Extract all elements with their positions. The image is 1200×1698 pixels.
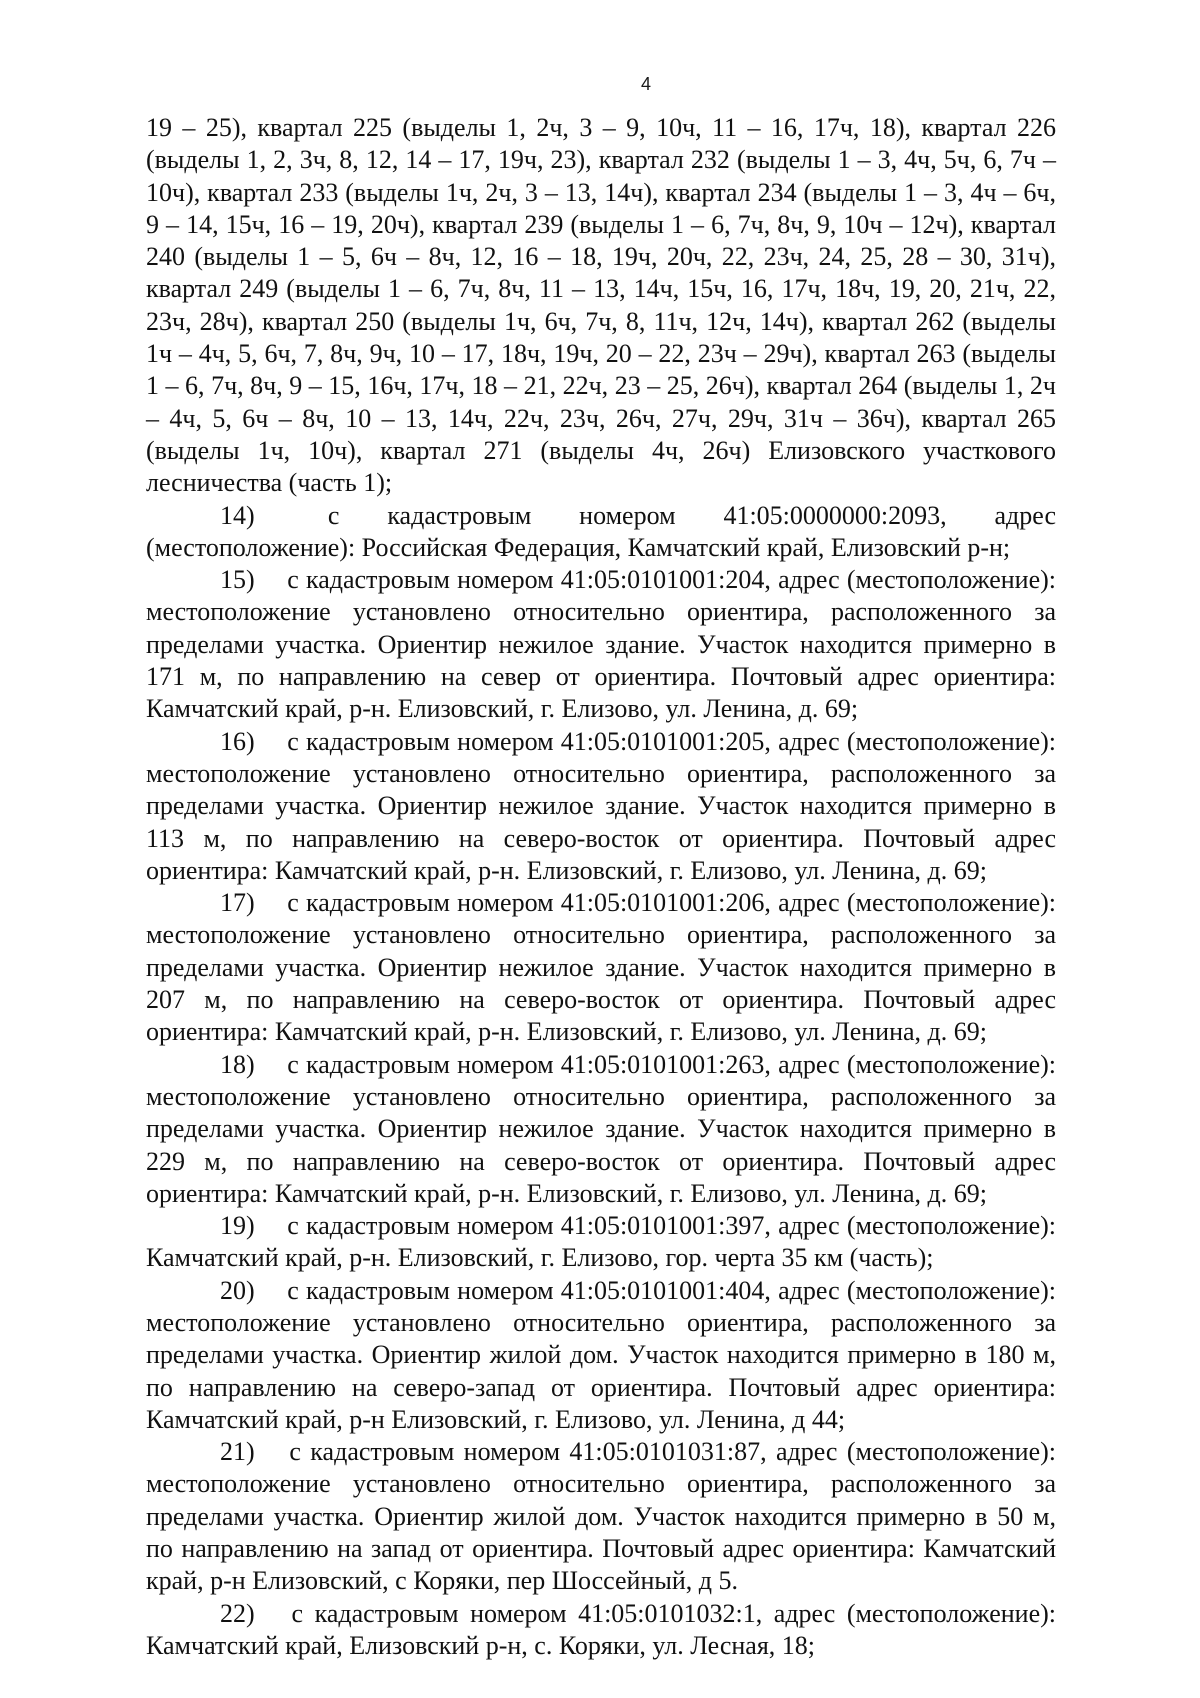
list-item-text: с кадастровым номером 41:05:0101032:1, адрес (местоположение): Камчатский край, Елизовский р-н, с. Коряки, ул. Лесная, 18;: [146, 1598, 1056, 1660]
list-item-14: [146, 500, 1056, 565]
list-item-19: [146, 1210, 1056, 1275]
list-item-number: 22): [220, 1598, 255, 1628]
list-item-number: 17): [220, 888, 255, 918]
list-item-18: [146, 1049, 1056, 1210]
list-item-text: с кадастровым номером 41:05:0101001:206, адрес (местоположение): местоположение установлено относительно ориентира, расположенного за пределами участка. Ориентир нежилое здание. Участок находится примерно в 207 м, по направлению на северо-восток от ориентира. Почтовый адрес ориентира: Камчатский край, р-н. Елизовский, г. Елизово, ул. Ленина, д. 69;: [146, 888, 1056, 1047]
list-item-21: [146, 1436, 1056, 1597]
list-item-text: с кадастровым номером 41:05:0101001:263, адрес (местоположение): местоположение установлено относительно ориентира, расположенного за пределами участка. Ориентир нежилое здание. Участок находится примерно в 229 м, по направлению на северо-восток от ориентира. Почтовый адрес ориентира: Камчатский край, р-н. Елизовский, г. Елизово, ул. Ленина, д. 69;: [146, 1049, 1056, 1208]
list-item-number: 16): [220, 726, 255, 756]
continuation-paragraph: 19 – 25), квартал 225 (выделы 1, 2ч, 3 – 9, 10ч, 11 – 16, 17ч, 18), квартал 226 (выделы 1, 2, 3ч, 8, 12, 14 – 17, 19ч, 23), квартал 232 (выделы 1 – 3, 4ч, 5ч, 6, 7ч – 10ч), квартал 233 (выделы 1ч, 2ч, 3 – 13, 14ч), квартал 234 (выделы 1 – 3, 4ч – 6ч, 9 – 14, 15ч, 16 – 19, 20ч), квартал 239 (выделы 1 – 6, 7ч, 8ч, 9, 10ч – 12ч), квартал 240 (выделы 1 – 5, 6ч – 8ч, 12, 16 – 18, 19ч, 20ч, 22, 23ч, 24, 25, 28 – 30, 31ч), квартал 249 (выделы 1 – 6, 7ч, 8ч, 11 – 13, 14ч, 15ч, 16, 17ч, 18ч, 19, 20, 21ч, 22, 23ч, 28ч), квартал 250 (выделы 1ч, 6ч, 7ч, 8, 11ч, 12ч, 14ч), квартал 262 (выделы 1ч – 4ч, 5, 6ч, 7, 8ч, 9ч, 10 – 17, 18ч, 19ч, 20 – 22, 23ч – 29ч), квартал 263 (выделы 1 – 6, 7ч, 8ч, 9 – 15, 16ч, 17ч, 18 – 21, 22ч, 23 – 25, 26ч), квартал 264 (выделы 1, 2ч – 4ч, 5, 6ч – 8ч, 10 – 13, 14ч, 22ч, 23ч, 26ч, 27ч, 29ч, 31ч – 36ч), квартал 265 (выделы 1ч, 10ч), квартал 271 (выделы 4ч, 26ч) Елизовского участкового лесничества (часть 1);: [146, 113, 1056, 498]
list-item-text: с кадастровым номером 41:05:0101001:205, адрес (местоположение): местоположение установлено относительно ориентира, расположенного за пределами участка. Ориентир нежилое здание. Участок находится примерно в 113 м, по направлению на северо-восток от ориентира. Почтовый адрес ориентира: Камчатский край, р-н. Елизовский, г. Елизово, ул. Ленина, д. 69;: [146, 726, 1056, 885]
page-number: 4: [640, 74, 651, 94]
list-item-number: 20): [220, 1275, 255, 1305]
document-body: [146, 112, 1056, 1662]
list-item-number: 14): [220, 500, 255, 530]
list-item-text: с кадастровым номером 41:05:0101031:87, адрес (местоположение): местоположение установлено относительно ориентира, расположенного за пределами участка. Ориентир жилой дом. Участок находится примерно в 50 м, по направлению на запад от ориентира. Почтовый адрес ориентира: Камчатский край, р-н Елизовский, с Коряки, пер Шоссейный, д 5.: [146, 1437, 1057, 1596]
list-item-text: с кадастровым номером 41:05:0000000:2093, адрес (местоположение): Российская Федерация, Камчатский край, Елизовский р-н;: [146, 500, 1056, 562]
list-item-number: 21): [220, 1437, 255, 1467]
list-item-text: с кадастровым номером 41:05:0101001:397, адрес (местоположение): Камчатский край, р-н. Елизовский, г. Елизово, гор. черта 35 км (часть);: [146, 1211, 1056, 1273]
list-item-17: [146, 887, 1056, 1048]
list-item-text: с кадастровым номером 41:05:0101001:204, адрес (местоположение): местоположение установлено относительно ориентира, расположенного за пределами участка. Ориентир нежилое здание. Участок находится примерно в 171 м, по направлению на север от ориентира. Почтовый адрес ориентира: Камчатский край, р-н. Елизовский, г. Елизово, ул. Ленина, д. 69;: [146, 565, 1056, 724]
list-item-number: 19): [220, 1211, 255, 1241]
list-item-text: с кадастровым номером 41:05:0101001:404, адрес (местоположение): местоположение установлено относительно ориентира, расположенного за пределами участка. Ориентир жилой дом. Участок находится примерно в 180 м, по направлению на северо-запад от ориентира. Почтовый адрес ориентира: Камчатский край, р-н Елизовский, г. Елизово, ул. Ленина, д 44;: [146, 1275, 1056, 1434]
list-item-number: 15): [220, 565, 255, 595]
list-item-20: [146, 1275, 1056, 1436]
list-item-22: [146, 1598, 1056, 1663]
list-item-number: 18): [220, 1049, 255, 1079]
list-item-15: [146, 564, 1056, 725]
list-item-16: [146, 726, 1056, 887]
